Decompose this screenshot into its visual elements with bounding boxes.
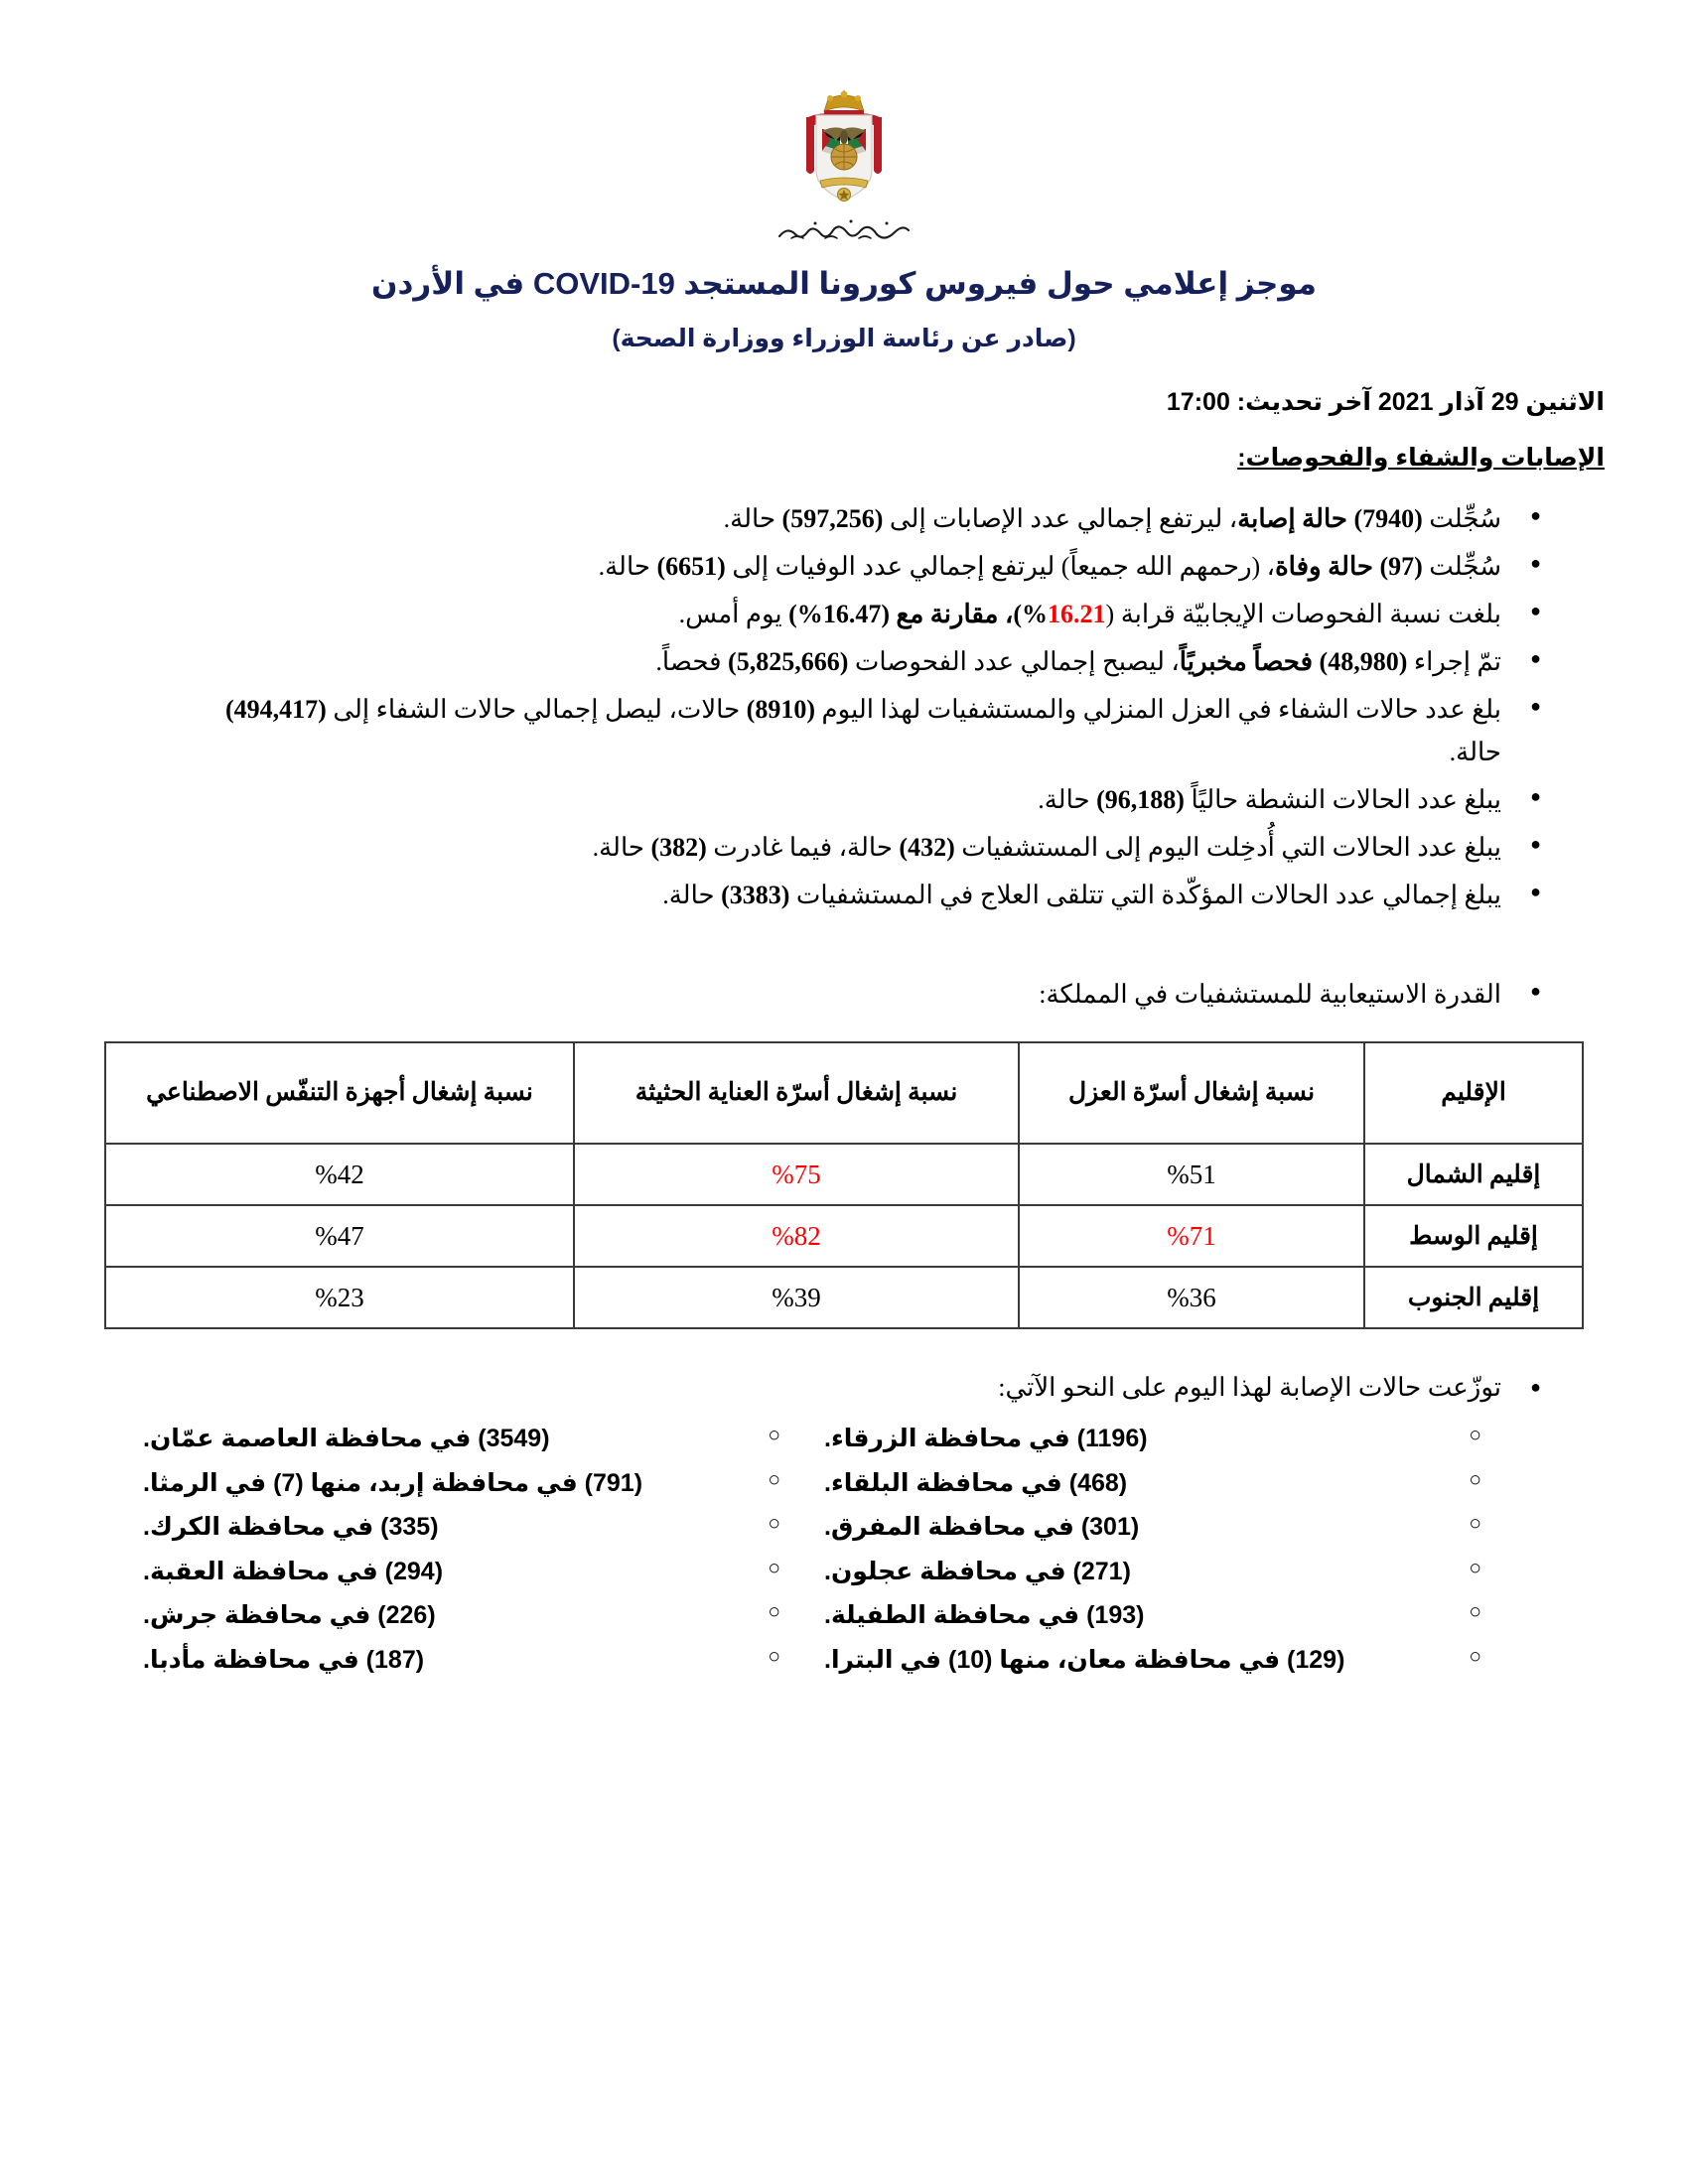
stat-deaths: [203, 546, 1541, 588]
stat-deaths-prefix: سُجِّلت: [1429, 552, 1501, 582]
stat-positivity-prefix: بلغت نسبة الفحوصات الإيجابيّة قرابة (: [1105, 600, 1501, 629]
list-item: ○ (335) في محافظة الكرك.: [143, 1505, 780, 1550]
cell-region: إقليم الشمال: [1364, 1144, 1583, 1205]
list-item: ○ (791) في محافظة إربد، منها (7) في الرمثا.: [143, 1461, 780, 1506]
distribution-column-right: [143, 1417, 824, 1682]
last-update-line: الاثنين 29 آذار 2021 آخر تحديث: 17:00: [1166, 388, 1605, 416]
stat-capacity-intro: ● القدرة الاستيعابية للمستشفيات في المملكة:: [203, 974, 1541, 1016]
stat-deaths-total: (6651): [656, 552, 726, 582]
list-item: ○ (271) في محافظة عجلون.: [824, 1550, 1481, 1594]
stat-new-cases-value: (7940) حالة إصابة: [1237, 504, 1423, 533]
stat-new-cases-mid: ، ليرتفع إجمالي عدد الإصابات إلى: [889, 504, 1238, 533]
stat-deaths-value: (97) حالة وفاة: [1275, 552, 1423, 582]
table-col-region: الإقليم: [1364, 1042, 1583, 1144]
stat-recoveries: [203, 689, 1541, 772]
stat-active-value: (96,188): [1096, 784, 1185, 814]
list-item: ○ (187) في محافظة مأدبا.: [143, 1638, 780, 1683]
list-item: ○ (193) في محافظة الطفيلة.: [824, 1593, 1481, 1638]
stat-admissions-mid: حالة، فيما غادرت: [713, 832, 893, 862]
stat-positivity: [203, 594, 1541, 635]
section-heading-stats-label: الإصابات والشفاء والفحوصات:: [1237, 444, 1605, 472]
stat-deaths-suffix: حالة.: [598, 552, 650, 582]
distribution-column-left: [824, 1417, 1505, 1682]
stat-new-cases-prefix: سُجِّلت: [1429, 504, 1501, 533]
page-title: موجز إعلامي حول فيروس كورونا المستجد COVID-19 في الأردن: [371, 266, 1317, 301]
cell-isolation: %51: [1019, 1144, 1364, 1205]
table-row: [105, 1144, 1583, 1205]
list-item: ○ (226) في محافظة جرش.: [143, 1593, 780, 1638]
list-item: ○ (294) في محافظة العقبة.: [143, 1550, 780, 1594]
cell-region: إقليم الجنوب: [1364, 1267, 1583, 1328]
distribution-columns: [143, 1417, 1505, 1682]
stat-positivity-mid: %)، مقارنة مع: [896, 600, 1049, 629]
cell-isolation: %36: [1019, 1267, 1364, 1328]
stat-new-cases-suffix: حالة.: [723, 504, 776, 533]
stat-active-suffix: حالة.: [1038, 784, 1090, 814]
stat-tests-suffix: فحصاً.: [655, 647, 722, 677]
stat-tests-prefix: تمّ إجراء: [1413, 647, 1501, 677]
cell-isolation: %71: [1019, 1205, 1364, 1267]
list-item: ○ (129) في محافظة معان، منها (10) في البترا.: [824, 1638, 1481, 1683]
cell-icu: %39: [574, 1267, 1019, 1328]
emblem-block: [83, 0, 1605, 244]
stat-tests-total: (5,825,666): [728, 647, 849, 677]
stat-in-hospital-suffix: حالة.: [662, 880, 715, 909]
stat-active: [203, 779, 1541, 821]
cell-region: إقليم الوسط: [1364, 1205, 1583, 1267]
stat-tests-value: (48,980) فحصاً مخبريًاً: [1179, 647, 1408, 677]
stat-recoveries-mid: حالات، ليصل إجمالي حالات الشفاء إلى: [333, 695, 741, 725]
prime-ministry-wordmark-icon: [770, 214, 918, 244]
stat-positivity-value: 16.21: [1048, 600, 1106, 629]
jordan-coat-of-arms-icon: [778, 85, 910, 212]
stat-in-hospital-prefix: يبلغ إجمالي عدد الحالات المؤكّدة التي تتلقى العلاج في المستشفيات: [795, 880, 1501, 909]
list-item: ○ (301) في محافظة المفرق.: [824, 1505, 1481, 1550]
section-heading-stats: [83, 443, 1605, 473]
stat-new-cases-total: (597,256): [781, 504, 884, 533]
stat-deaths-mid: ، (رحمهم الله جميعاً) ليرتفع إجمالي عدد الوفيات إلى: [732, 552, 1276, 582]
cell-ventilator: %47: [105, 1205, 574, 1267]
cell-ventilator: %42: [105, 1144, 574, 1205]
stat-new-cases: [203, 498, 1541, 540]
stat-recoveries-suffix: حالة.: [1449, 737, 1501, 766]
stat-tests: [203, 641, 1541, 683]
stat-recoveries-total: (494,417): [225, 695, 327, 725]
list-item: ○ (3549) في محافظة العاصمة عمّان.: [143, 1417, 780, 1461]
list-item: ○ (468) في محافظة البلقاء.: [824, 1461, 1481, 1506]
table-col-ventilator: نسبة إشغال أجهزة التنفّس الاصطناعي: [105, 1042, 574, 1144]
stat-active-prefix: يبلغ عدد الحالات النشطة حاليًاً: [1191, 784, 1501, 814]
page-subtitle: (صادر عن رئاسة الوزراء ووزارة الصحة): [612, 325, 1076, 352]
stats-list: [83, 498, 1605, 1016]
list-item: ○ (1196) في محافظة الزرقاء.: [824, 1417, 1481, 1461]
hospital-capacity-table: [104, 1041, 1584, 1329]
cell-icu: %75: [574, 1144, 1019, 1205]
stat-admissions-suffix: حالة.: [592, 832, 644, 862]
stat-positivity-total: (16.47%): [788, 600, 890, 629]
distribution-intro: ● توزّعت حالات الإصابة لهذا اليوم على النحو الآتي:: [203, 1373, 1541, 1403]
cell-icu: %82: [574, 1205, 1019, 1267]
table-header-row: [105, 1042, 1583, 1144]
stat-admissions-value: (432): [899, 832, 955, 862]
stat-admissions-prefix: يبلغ عدد الحالات التي أُدخِلت اليوم إلى المستشفيات: [961, 832, 1501, 862]
cell-ventilator: %23: [105, 1267, 574, 1328]
stat-admissions: [203, 827, 1541, 869]
stat-recoveries-value: (8910): [746, 695, 815, 725]
stat-in-hospital-value: (3383): [721, 880, 790, 909]
stat-positivity-suffix: يوم أمس.: [678, 600, 782, 629]
stat-in-hospital: [203, 875, 1541, 916]
stat-admissions-total: (382): [650, 832, 707, 862]
table-row: [105, 1267, 1583, 1328]
table-col-isolation: نسبة إشغال أسرّة العزل: [1019, 1042, 1364, 1144]
stat-recoveries-prefix: بلغ عدد حالات الشفاء في العزل المنزلي والمستشفيات لهذا اليوم: [821, 695, 1501, 725]
table-row: [105, 1205, 1583, 1267]
stat-tests-mid: ، ليصبح إجمالي عدد الفحوصات: [854, 647, 1180, 677]
table-col-icu: نسبة إشغال أسرّة العناية الحثيثة: [574, 1042, 1019, 1144]
